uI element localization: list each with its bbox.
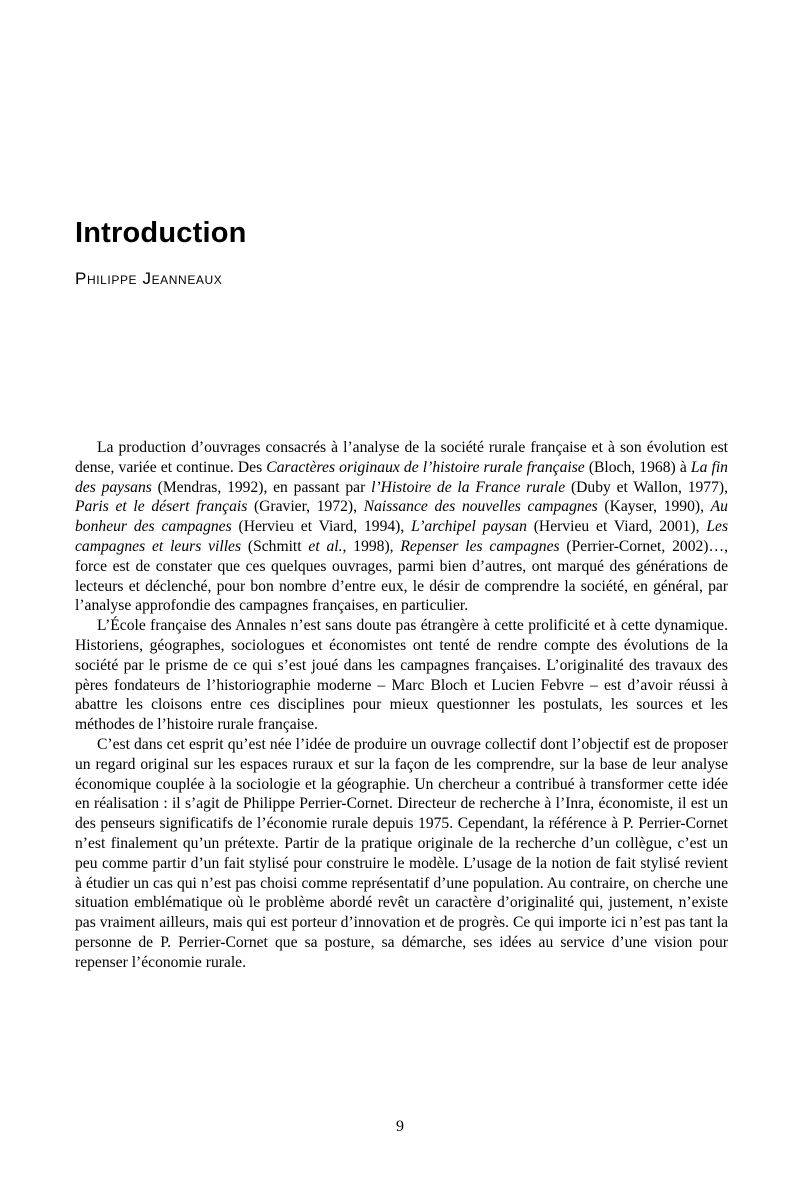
- paragraph: C’est dans cet esprit qu’est née l’idée de produire un ouvrage collectif dont l’objectif est de proposer un regard original sur les espaces ruraux et sur la façon de les comprendre, sur la base de leur analyse économique couplée à la sociologie et la géographie. Un chercheur a contribué à transformer cette idée en réalisation : il s’agit de Philippe Perrier-Cornet. Directeur de recherche à l’Inra, économiste, il est un des penseurs significatifs de l’économie rurale depuis 1975. Cependant, la référence à P. Perrier-Cornet n’est finalement qu’un prétexte. Partir de la pratique originale de la recherche d’un collègue, c’est un peu comme partir d’un fait stylisé pour construire le modèle. L’usage de la notion de fait stylisé revient à étudier un cas qui n’est pas choisi comme représentatif d’une population. Au contraire, on cherche une situation emblématique où le problème abordé revêt un caractère d’originalité qui, justement, n’existe pas vraiment ailleurs, mais qui est porteur d’innovation et de progrès. Ce qui importe ici n’est pas tant la personne de P. Perrier-Cornet que sa posture, sa démarche, ses idées au service d’une vision pour repenser l’économie rurale.: [75, 735, 728, 971]
- body-text: [75, 438, 728, 973]
- paragraph: La production d’ouvrages consacrés à l’analyse de la société rurale française et à son évolution est dense, variée et continue. Des Caractères originaux de l’histoire rurale française (Bloch, 1968) à La fin des paysans (Mendras, 1992), en passant par l’Histoire de la France rurale (Duby et Wallon, 1977), Paris et le désert français (Gravier, 1972), Naissance des nouvelles campagnes (Kayser, 1990), Au bonheur des campagnes (Hervieu et Viard, 1994), L’archipel paysan (Hervieu et Viard, 2001), Les campagnes et leurs villes (Schmitt et al., 1998), Repenser les campagnes (Perrier-Cornet, 2002)…, force est de constater que ces quelques ouvrages, parmi bien d’autres, ont marqué des générations de lecteurs et déclenché, pour bon nombre d’entre eux, le désir de comprendre la société, en général, par l’analyse approfondie des campagnes françaises, en particulier.: [75, 439, 729, 615]
- author-name: Philippe Jeanneaux: [75, 269, 223, 288]
- page-number: 9: [396, 1118, 404, 1135]
- paragraph: L’École française des Annales n’est sans doute pas étrangère à cette prolificité et à cette dynamique. Historiens, géographes, sociologues et économistes ont tenté de rendre compte des évolutions de la société par le prisme de ce qui s’est joué dans les campagnes françaises. L’originalité des travaux des pères fondateurs de l’historiographie moderne – Marc Bloch et Lucien Febvre – est d’avoir réussi à abattre les cloisons entre ces disciplines pour mieux questionner les postulats, les sources et les méthodes de l’histoire rurale française.: [75, 617, 728, 734]
- page-title: Introduction: [75, 217, 247, 249]
